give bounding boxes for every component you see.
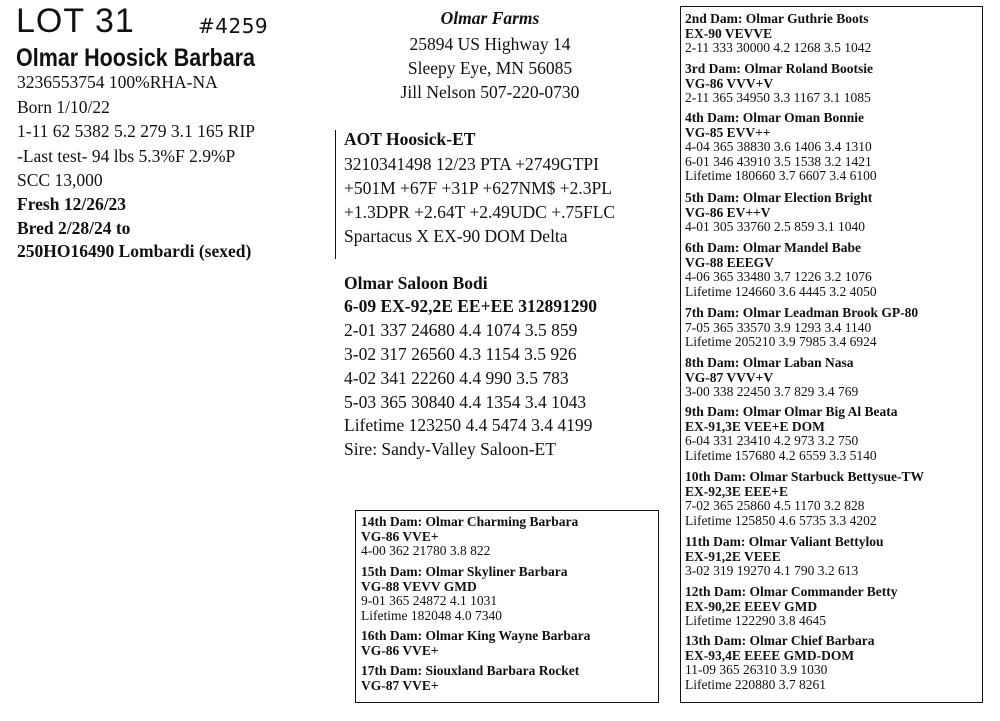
ancestor-classification: VG-86 VVE+ <box>361 642 439 658</box>
ancestor-entry <box>685 405 898 463</box>
ancestor-record: 6-01 346 43910 3.5 1538 3.2 1421 <box>685 153 872 169</box>
ancestor-record: 6-04 331 23410 4.2 973 3.2 750 <box>685 433 859 449</box>
ancestor-title: 2nd Dam: Olmar Guthrie Boots <box>685 11 869 26</box>
sire-divider <box>335 130 336 259</box>
sire-name: AOT Hoosick-ET <box>344 129 476 149</box>
ancestor-entry <box>361 565 568 623</box>
lot-number: #4259 <box>198 14 269 38</box>
farm-address-2: Sleepy Eye, MN 56085 <box>407 58 573 78</box>
ancestor-title: 10th Dam: Olmar Starbuck Bettysue-TW <box>685 469 924 484</box>
cow-bred: Bred 2/28/24 to <box>17 218 131 238</box>
ancestor-record: 3-02 319 19270 4.1 790 3.2 613 <box>685 563 859 579</box>
ancestor-record: 4-04 365 38830 3.6 1406 3.4 1310 <box>685 139 872 155</box>
ancestor-entry <box>685 470 924 528</box>
farm-contact: Jill Nelson 507-220-0730 <box>400 82 580 102</box>
ancestor-classification: EX-91,2E VEEE <box>685 548 781 564</box>
ancestor-classification: EX-90,2E EEEV GMD <box>685 598 818 614</box>
ancestor-record: 7-05 365 33570 3.9 1293 3.4 1140 <box>685 319 872 335</box>
ancestor-entry <box>685 634 874 692</box>
ancestor-classification: VG-88 EEEGV <box>685 254 774 270</box>
cow-fresh: Fresh 12/26/23 <box>17 194 127 214</box>
lot-label: LOT 31 <box>16 2 135 40</box>
ancestor-record: 3-00 338 22450 3.7 829 3.4 769 <box>685 384 859 400</box>
sire-line: Spartacus X EX-90 DOM Delta <box>344 226 568 246</box>
ancestor-entry <box>685 535 884 579</box>
dam-classification: 6-09 EX-92,2E EE+EE 312891290 <box>344 296 598 316</box>
farm-address-1: 25894 US Highway 14 <box>409 34 571 54</box>
ancestor-classification: EX-93,4E EEEE GMD-DOM <box>685 647 855 663</box>
ancestor-entry <box>361 515 578 559</box>
ancestor-record: Lifetime 182048 4.0 7340 <box>361 607 502 623</box>
ancestor-entry <box>685 62 873 106</box>
cow-name: Olmar Hoosick Barbara <box>16 44 255 72</box>
ancestor-entry <box>685 191 872 235</box>
cow-last-test: -Last test- 94 lbs 5.3%F 2.9%P <box>17 146 236 166</box>
ancestor-classification: VG-86 VVV+V <box>685 75 774 91</box>
ancestor-record: 2-11 333 30000 4.2 1268 3.5 1042 <box>685 40 872 56</box>
ancestor-title: 5th Dam: Olmar Election Bright <box>685 190 873 205</box>
cow-id-line: 3236553754 100%RHA-NA <box>17 72 218 92</box>
ancestor-record: Lifetime 124660 3.6 4445 3.2 4050 <box>685 283 877 299</box>
ancestor-record: Lifetime 220880 3.7 8261 <box>685 676 826 692</box>
ancestor-classification: VG-86 EV++V <box>685 204 771 220</box>
cow-record: 1-11 62 5382 5.2 279 3.1 165 RIP <box>17 121 256 141</box>
ancestor-title: 12th Dam: Olmar Commander Betty <box>685 584 898 599</box>
cow-bred-sire: 250HO16490 Lombardi (sexed) <box>17 241 252 261</box>
ancestor-title: 6th Dam: Olmar Mandel Babe <box>685 240 861 255</box>
ancestor-classification: VG-87 VVV+V <box>685 369 774 385</box>
ancestor-record: Lifetime 205210 3.9 7985 3.4 6924 <box>685 334 877 350</box>
ancestor-title: 8th Dam: Olmar Laban Nasa <box>685 355 854 370</box>
ancestor-classification: VG-86 VVE+ <box>361 528 439 544</box>
ancestor-title: 3rd Dam: Olmar Roland Bootsie <box>685 61 873 76</box>
ancestor-title: 16th Dam: Olmar King Wayne Barbara <box>361 628 591 643</box>
ancestor-entry <box>361 664 579 693</box>
ancestor-record: 4-01 305 33760 2.5 859 3.1 1040 <box>685 219 865 235</box>
cow-scc: SCC 13,000 <box>17 170 103 190</box>
ancestor-entry <box>685 12 871 56</box>
ancestor-classification: EX-91,3E VEE+E DOM <box>685 418 825 434</box>
ancestor-entry <box>685 111 877 184</box>
dam-sire-line: Sire: Sandy-Valley Saloon-ET <box>344 439 556 459</box>
farm-name: Olmar Farms <box>440 8 540 28</box>
ancestor-classification: EX-90 VEVVE <box>685 25 773 41</box>
ancestor-classification: VG-87 VVE+ <box>361 677 439 693</box>
ancestor-record: 4-06 365 33480 3.7 1226 3.2 1076 <box>685 269 872 285</box>
ancestor-entry <box>685 306 918 350</box>
ancestor-record: 4-00 362 21780 3.8 822 <box>361 543 491 559</box>
ancestor-record: Lifetime 157680 4.2 6559 3.3 5140 <box>685 447 877 463</box>
ancestor-record: 7-02 365 25860 4.5 1170 3.2 828 <box>685 498 865 514</box>
ancestor-title: 13th Dam: Olmar Chief Barbara <box>685 633 875 648</box>
ancestor-record: Lifetime 125850 4.6 5735 3.3 4202 <box>685 512 877 528</box>
dam-line: 5-03 365 30840 4.4 1354 3.4 1043 <box>344 392 587 412</box>
ancestor-entry <box>685 356 858 400</box>
ancestor-entry <box>685 585 897 629</box>
ancestor-title: 14th Dam: Olmar Charming Barbara <box>361 514 579 529</box>
ancestor-entry <box>685 241 877 299</box>
ancestor-entry <box>361 629 590 658</box>
ancestor-title: 7th Dam: Olmar Leadman Brook GP-80 <box>685 305 919 320</box>
ancestor-record: 2-11 365 34950 3.3 1167 3.1 1085 <box>685 90 871 106</box>
ancestor-title: 9th Dam: Olmar Olmar Big Al Beata <box>685 404 898 419</box>
sire-line: +1.3DPR +2.64T +2.49UDC +.75FLC <box>344 202 616 222</box>
ancestor-classification: EX-92,3E EEE+E <box>685 483 788 499</box>
ancestor-classification: VG-88 VEVV GMD <box>361 578 477 594</box>
ancestor-title: 4th Dam: Olmar Oman Bonnie <box>685 110 865 125</box>
ancestor-record: Lifetime 180660 3.7 6607 3.4 6100 <box>685 168 877 184</box>
dam-name: Olmar Saloon Bodi <box>344 273 488 293</box>
ancestor-classification: VG-85 EVV++ <box>685 124 771 140</box>
dam-line: Lifetime 123250 4.4 5474 3.4 4199 <box>344 415 593 435</box>
cow-born: Born 1/10/22 <box>17 97 110 117</box>
ancestor-title: 17th Dam: Siouxland Barbara Rocket <box>361 663 580 678</box>
sire-line: 3210341498 12/23 PTA +2749GTPI <box>344 154 599 174</box>
ancestor-title: 15th Dam: Olmar Skyliner Barbara <box>361 564 568 579</box>
dam-line: 2-01 337 24680 4.4 1074 3.5 859 <box>344 320 578 340</box>
sire-line: +501M +67F +31P +627NM$ +2.3PL <box>344 178 612 198</box>
dam-line: 4-02 341 22260 4.4 990 3.5 783 <box>344 368 569 388</box>
ancestor-record: Lifetime 122290 3.8 4645 <box>685 613 826 629</box>
dam-line: 3-02 317 26560 4.3 1154 3.5 926 <box>344 344 577 364</box>
ancestor-record: 11-09 365 26310 3.9 1030 <box>685 662 828 678</box>
ancestor-title: 11th Dam: Olmar Valiant Bettylou <box>685 534 884 549</box>
ancestor-record: 9-01 365 24872 4.1 1031 <box>361 593 498 609</box>
